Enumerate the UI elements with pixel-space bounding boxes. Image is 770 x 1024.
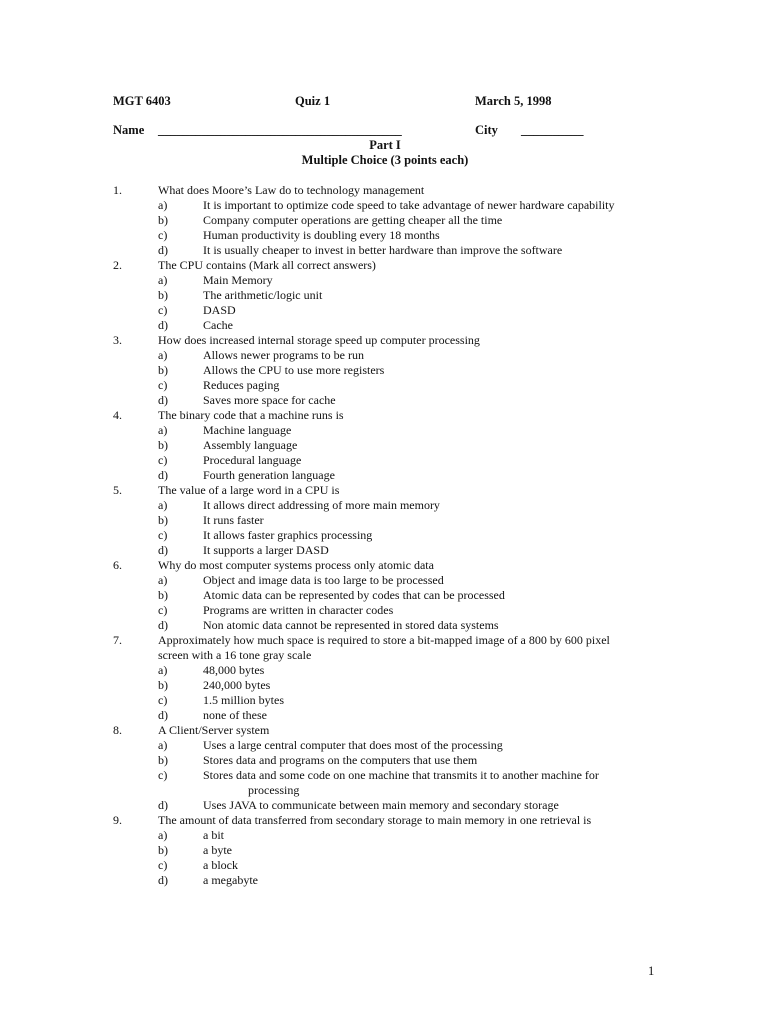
- option-text: Non atomic data cannot be represented in stored data systems: [203, 618, 499, 632]
- option-text: a byte: [203, 843, 232, 857]
- option-letter: a): [158, 348, 168, 362]
- option-letter: d): [158, 618, 168, 632]
- question-text: Why do most computer systems process only atomic data: [158, 558, 434, 572]
- answer-option[interactable]: [113, 543, 713, 558]
- question-text: Approximately how much space is required to store a bit-mapped image of a 800 by 600 pixel: [158, 633, 610, 647]
- question-number: 4.: [113, 408, 122, 422]
- answer-option[interactable]: [113, 438, 713, 453]
- answer-option[interactable]: [113, 423, 713, 438]
- option-text: It is important to optimize code speed to take advantage of newer hardware capability: [203, 198, 615, 212]
- course-code: MGT 6403: [113, 94, 171, 108]
- question-item: [113, 258, 713, 333]
- question-number: 3.: [113, 333, 122, 347]
- answer-option[interactable]: [113, 588, 713, 603]
- option-letter: a): [158, 828, 168, 842]
- option-letter: b): [158, 588, 168, 602]
- option-letter: b): [158, 753, 168, 767]
- question-line: [113, 813, 713, 828]
- question-number: 6.: [113, 558, 122, 572]
- option-letter: a): [158, 198, 168, 212]
- option-text: Allows newer programs to be run: [203, 348, 364, 362]
- question-item: [113, 483, 713, 558]
- option-text: 48,000 bytes: [203, 663, 265, 677]
- option-text: Stores data and programs on the computers that use them: [203, 753, 478, 767]
- option-text: Allows the CPU to use more registers: [203, 363, 385, 377]
- answer-option[interactable]: [113, 528, 713, 543]
- question-line: [113, 723, 713, 738]
- option-letter: c): [158, 228, 168, 242]
- name-blank[interactable]: _______________________________________: [158, 123, 402, 137]
- city-blank[interactable]: __________: [521, 123, 584, 137]
- option-letter: a): [158, 273, 168, 287]
- quiz-date: March 5, 1998: [475, 94, 552, 108]
- answer-option[interactable]: [113, 213, 713, 228]
- question-item: [113, 633, 713, 723]
- answer-option[interactable]: [113, 693, 713, 708]
- option-letter: c): [158, 378, 168, 392]
- option-letter: b): [158, 288, 168, 302]
- question-text: A Client/Server system: [158, 723, 270, 737]
- option-text: Uses a large central computer that does most of the processing: [203, 738, 503, 752]
- option-text: Reduces paging: [203, 378, 280, 392]
- answer-option[interactable]: [113, 663, 713, 678]
- question-line: [113, 333, 713, 348]
- option-letter: b): [158, 438, 168, 452]
- option-letter: c): [158, 768, 168, 782]
- answer-option[interactable]: [113, 393, 713, 408]
- answer-option[interactable]: [113, 498, 713, 513]
- option-letter: b): [158, 363, 168, 377]
- option-text: Stores data and some code on one machine that transmits it to another machine for: [203, 768, 599, 782]
- answer-option[interactable]: [113, 303, 713, 318]
- option-letter: d): [158, 798, 168, 812]
- option-text: Procedural language: [203, 453, 302, 467]
- option-letter: a): [158, 423, 168, 437]
- answer-option[interactable]: [113, 378, 713, 393]
- answer-option[interactable]: [113, 738, 713, 753]
- option-text: Atomic data can be represented by codes that can be processed: [203, 588, 505, 602]
- option-letter: a): [158, 738, 168, 752]
- option-letter: b): [158, 678, 168, 692]
- answer-option[interactable]: [113, 243, 713, 258]
- option-letter: c): [158, 528, 168, 542]
- answer-option[interactable]: [113, 453, 713, 468]
- option-text: a bit: [203, 828, 224, 842]
- question-text: The amount of data transferred from secondary storage to main memory in one retrieval is: [158, 813, 592, 827]
- option-text: Human productivity is doubling every 18 months: [203, 228, 440, 242]
- option-letter: d): [158, 318, 168, 332]
- option-text: Main Memory: [203, 273, 273, 287]
- option-text: Programs are written in character codes: [203, 603, 394, 617]
- question-text: The CPU contains (Mark all correct answers): [158, 258, 376, 272]
- question-text-continued: screen with a 16 tone gray scale: [158, 648, 312, 662]
- option-text: Object and image data is too large to be processed: [203, 573, 444, 587]
- option-text: Saves more space for cache: [203, 393, 336, 407]
- answer-option[interactable]: [113, 348, 713, 363]
- answer-option[interactable]: [113, 708, 713, 723]
- option-text: It allows direct addressing of more main memory: [203, 498, 440, 512]
- answer-option[interactable]: [113, 798, 713, 813]
- option-letter: c): [158, 858, 168, 872]
- option-letter: a): [158, 573, 168, 587]
- option-letter: c): [158, 453, 168, 467]
- question-line: [113, 258, 713, 273]
- question-text: How does increased internal storage speed up computer processing: [158, 333, 480, 347]
- option-letter: a): [158, 498, 168, 512]
- question-text: The value of a large word in a CPU is: [158, 483, 340, 497]
- question-number: 1.: [113, 183, 122, 197]
- option-text: Machine language: [203, 423, 292, 437]
- option-letter: c): [158, 303, 168, 317]
- answer-option[interactable]: [113, 828, 713, 843]
- question-number: 9.: [113, 813, 122, 827]
- option-text: none of these: [203, 708, 267, 722]
- option-text: Assembly language: [203, 438, 298, 452]
- answer-option[interactable]: [113, 753, 713, 768]
- question-number: 2.: [113, 258, 122, 272]
- option-letter: d): [158, 543, 168, 557]
- answer-option[interactable]: [113, 618, 713, 633]
- option-letter: b): [158, 513, 168, 527]
- question-line: [113, 183, 713, 198]
- answer-option[interactable]: [113, 228, 713, 243]
- answer-option[interactable]: [113, 468, 713, 483]
- option-letter: d): [158, 468, 168, 482]
- question-text: The binary code that a machine runs is: [158, 408, 344, 422]
- answer-option[interactable]: [113, 513, 713, 528]
- answer-option[interactable]: [113, 288, 713, 303]
- option-text: It allows faster graphics processing: [203, 528, 373, 542]
- question-line: [113, 483, 713, 498]
- question-list: [113, 183, 713, 888]
- question-line: [113, 558, 713, 573]
- question-text: What does Moore’s Law do to technology management: [158, 183, 425, 197]
- option-text: Cache: [203, 318, 233, 332]
- option-letter: b): [158, 843, 168, 857]
- question-item: [113, 408, 713, 483]
- option-text: 1.5 million bytes: [203, 693, 284, 707]
- option-text: a megabyte: [203, 873, 258, 887]
- question-number: 5.: [113, 483, 122, 497]
- option-text: It supports a larger DASD: [203, 543, 329, 557]
- question-line: [113, 408, 713, 423]
- option-text: 240,000 bytes: [203, 678, 271, 692]
- option-text: The arithmetic/logic unit: [203, 288, 323, 302]
- question-number: 7.: [113, 633, 122, 647]
- city-label: City: [475, 123, 498, 137]
- option-letter: d): [158, 873, 168, 887]
- question-item: [113, 333, 713, 408]
- quiz-title: Quiz 1: [295, 94, 331, 108]
- option-text: Company computer operations are getting cheaper all the time: [203, 213, 503, 227]
- question-item: [113, 813, 713, 888]
- option-letter: b): [158, 213, 168, 227]
- answer-option[interactable]: [113, 273, 713, 288]
- answer-option[interactable]: [113, 573, 713, 588]
- page-number: 1: [648, 964, 655, 978]
- answer-option[interactable]: [113, 603, 713, 618]
- answer-option[interactable]: [113, 873, 713, 888]
- answer-option[interactable]: [113, 318, 713, 333]
- option-text: a block: [203, 858, 238, 872]
- option-letter: d): [158, 708, 168, 722]
- option-text: Uses JAVA to communicate between main memory and secondary storage: [203, 798, 559, 812]
- option-text: It is usually cheaper to invest in better hardware than improve the software: [203, 243, 563, 257]
- section-title: Multiple Choice (3 points each): [301, 153, 469, 167]
- question-item: [113, 558, 713, 633]
- option-text-continued: processing: [248, 783, 300, 797]
- answer-option[interactable]: [113, 198, 713, 213]
- question-line: [113, 633, 713, 648]
- option-letter: a): [158, 663, 168, 677]
- part-heading: Part I: [369, 138, 401, 152]
- answer-option[interactable]: [113, 843, 713, 858]
- option-letter: d): [158, 243, 168, 257]
- answer-option[interactable]: [113, 858, 713, 873]
- question-item: [113, 723, 713, 813]
- answer-option[interactable]: [113, 768, 713, 783]
- name-label: Name: [113, 123, 145, 137]
- question-number: 8.: [113, 723, 122, 737]
- answer-option[interactable]: [113, 363, 713, 378]
- option-letter: c): [158, 603, 168, 617]
- option-text: Fourth generation language: [203, 468, 335, 482]
- question-item: [113, 183, 713, 258]
- answer-option[interactable]: [113, 678, 713, 693]
- option-letter: d): [158, 393, 168, 407]
- option-text: DASD: [203, 303, 236, 317]
- option-letter: c): [158, 693, 168, 707]
- option-text: It runs faster: [203, 513, 264, 527]
